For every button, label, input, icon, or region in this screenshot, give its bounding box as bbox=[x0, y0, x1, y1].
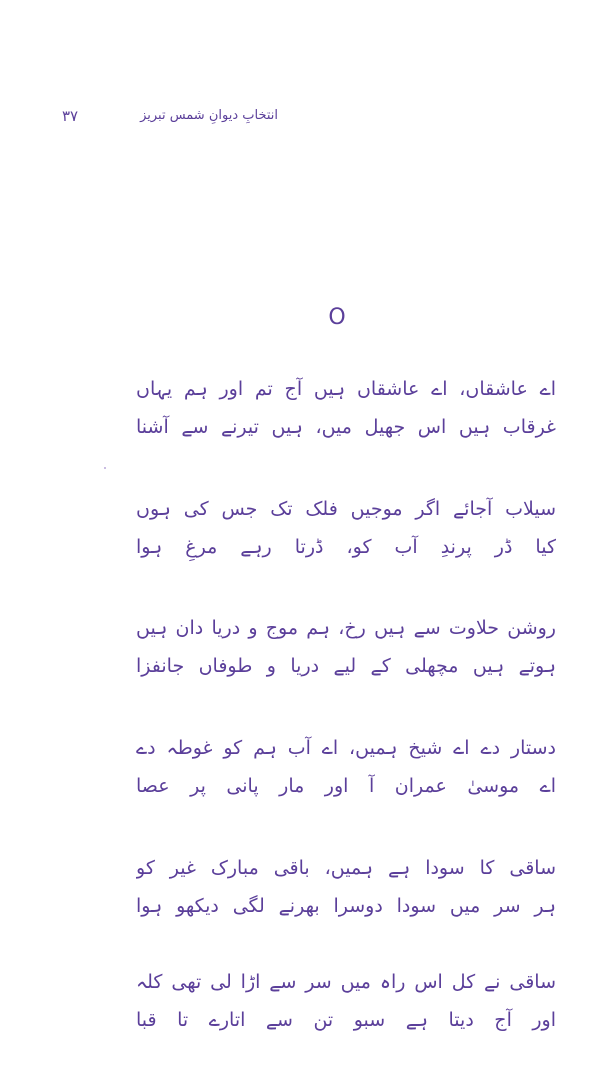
page-number: ٣٧ bbox=[62, 107, 79, 125]
verse-line: روشن حلاوت سے ہیں رخ، ہم موج و دریا دان ہیں bbox=[136, 617, 556, 639]
stanza-3 bbox=[136, 609, 556, 685]
verse-line: اے موسیٰ عمران آ اور مار پانی پر عصا bbox=[136, 775, 556, 797]
stanza-2 bbox=[136, 490, 556, 566]
stanza-1 bbox=[136, 370, 556, 446]
stanza-4 bbox=[136, 729, 556, 805]
verse-line: ہر سر میں سودا دوسرا بھرنے لگی دیکھو ہوا bbox=[136, 895, 556, 917]
verse-line: اے عاشقاں، اے عاشقاں ہیں آج تم اور ہم یہاں bbox=[136, 378, 556, 400]
stanza-6 bbox=[136, 963, 556, 1039]
verse-line: ہوتے ہیں مچھلی کے لیے دریا و طوفاں جانفزا bbox=[136, 655, 556, 677]
verse-line: کیا ڈر پرندِ آب کو، ڈرتا رہے مرغِ ہوا bbox=[136, 536, 556, 558]
verse-line: ساقی نے کل اس راہ میں سر سے اڑا لی تھی کلہ bbox=[136, 971, 556, 993]
stray-dot bbox=[104, 467, 106, 469]
verse-line: غرقاب ہیں اس جھیل میں، ہیں تیرنے سے آشنا bbox=[136, 416, 556, 438]
section-mark: O bbox=[328, 305, 346, 330]
running-header bbox=[62, 104, 278, 128]
verse-line: ساقی کا سودا ہے ہمیں، باقی مبارک غیر کو bbox=[136, 857, 556, 879]
verse-line: دستار دے اے شیخ ہمیں، اے آب ہم کو غوطہ دے bbox=[136, 737, 556, 759]
verse-line: سیلاب آجائے اگر موجیں فلک تک جس کی ہوں bbox=[136, 498, 556, 520]
verse-line: اور آج دیتا ہے سبو تن سے اتارے تا قبا bbox=[136, 1009, 556, 1031]
book-title: انتخابِ دیوانِ شمس تبریز bbox=[140, 108, 278, 123]
stanza-5 bbox=[136, 849, 556, 925]
